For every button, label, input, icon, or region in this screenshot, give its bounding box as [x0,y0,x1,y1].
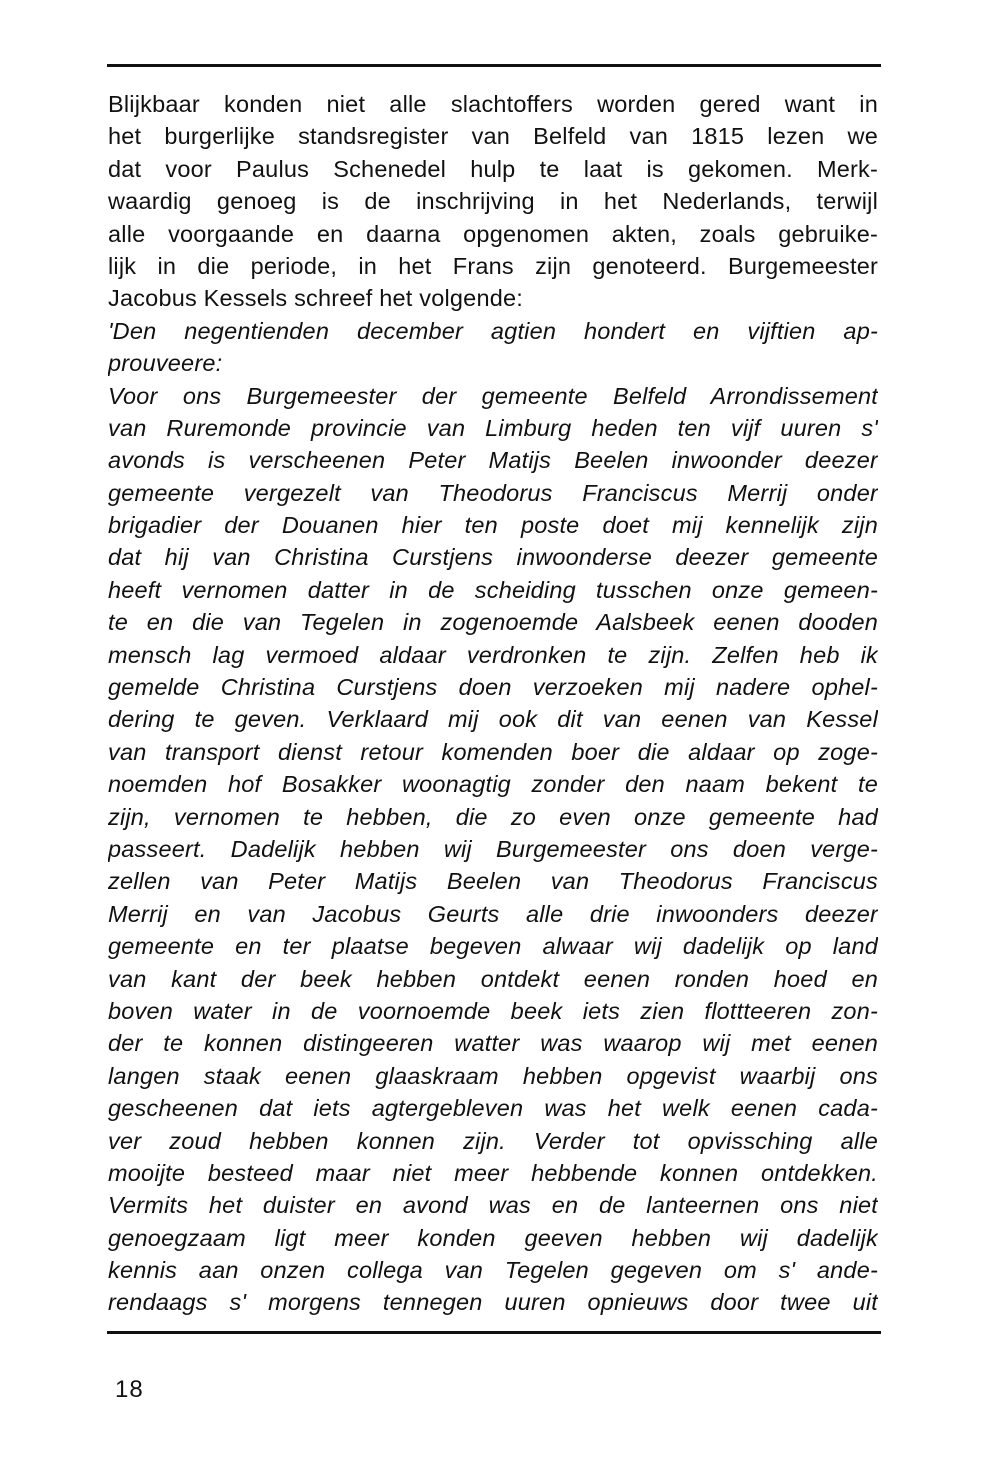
quote-line: langen staak eenen glaaskraam hebben opgevist waarbij ons [108,1062,878,1089]
quote-line: gemelde Christina Curstjens doen verzoeken mij nadere ophel- [108,674,878,701]
quote-line: noemden hof Bosakker woonagtig zonder den naam bekent te [108,771,878,798]
quote-line: Voor ons Burgemeester der gemeente Belfeld Arrondissement [108,382,878,409]
text-line: het burgerlijke standsregister van Belfeld van 1815 lezen we [108,123,878,150]
quote-line: van Ruremonde provincie van Limburg heden ten vijf uuren s' [108,414,878,441]
text-line: lijk in die periode, in het Frans zijn genoteerd. Burgemeester [108,252,878,279]
quote-line: Vermits het duister en avond was en de lanteernen ons niet [108,1192,878,1219]
body-text [108,88,878,1351]
text-line: Blijkbaar konden niet alle slachtoffers worden gered want in [108,91,878,117]
text-line: Jacobus Kessels schreef het volgende: [108,285,523,312]
quote-line [108,1319,878,1351]
quote-line: mooijte besteed maar niet meer hebbende konnen ontdekken. [108,1159,878,1186]
quote-line: te en die van Tegelen in zogenoemde Aalsbeek eenen dooden [108,609,878,636]
quote-line: van transport dienst retour komenden boer die aldaar op zoge- [108,738,878,765]
quote-line: 'Den negentienden december agtien hondert en vijftien ap- [108,317,878,344]
quote-line: van kant der beek hebben ontdekt eenen ronden hoed en [108,965,878,992]
page-number: 18 [115,1376,144,1403]
quote-line: dat hij van Christina Curstjens inwoonderse deezer gemeente [108,544,878,571]
text-line: dat voor Paulus Schenedel hulp te laat is gekomen. Merk- [108,155,878,182]
quote-line: mensch lag vermoed aldaar verdronken te zijn. Zelfen heb ik [108,641,878,668]
quote-line: gescheenen dat iets agtergebleven was het welk eenen cada- [108,1095,878,1122]
quote-line: brigadier der Douanen hier ten poste doet mij kennelijk zijn [108,512,878,539]
bottom-rule [107,1331,881,1334]
quote-line: der te konnen distingeeren watter was waarop wij met eenen [108,1030,878,1057]
quote-line: zijn, vernomen te hebben, die zo even onze gemeente had [108,803,878,830]
text-line: waardig genoeg is de inschrijving in het Nederlands, terwijl [108,188,878,215]
quote-line: avonds is verscheenen Peter Matijs Beelen inwoonder deezer [108,447,878,474]
text-line: alle voorgaande en daarna opgenomen akten, zoals gebruike- [108,220,878,247]
quote-line: Merrij en van Jacobus Geurts alle drie inwoonders deezer [108,900,878,927]
quote-line: rendaags s' morgens tennegen uuren opnieuws door twee uit [108,1289,878,1316]
quote-line: kennis aan onzen collega van Tegelen gegeven om s' ande- [108,1257,878,1284]
top-rule [107,64,881,67]
quote-line: gemeente vergezelt van Theodorus Franciscus Merrij onder [108,479,878,506]
quote-line: boven water in de voornoemde beek iets zien flottteeren zon- [108,997,878,1024]
quote-line: ver zoud hebben konnen zijn. Verder tot opvissching alle [108,1127,878,1154]
quote-line: gemeente en ter plaatse begeven alwaar wij dadelijk op land [108,933,878,960]
quote-line: genoegzaam ligt meer konden geeven hebben wij dadelijk [108,1224,878,1251]
quote-line: prouveere: [108,350,223,377]
quote-line: passeert. Dadelijk hebben wij Burgemeester ons doen verge- [108,835,878,862]
quote-line: zellen van Peter Matijs Beelen van Theodorus Franciscus [108,868,878,895]
quote-line: dering te geven. Verklaard mij ook dit van eenen van Kessel [108,706,878,733]
quote-line: heeft vernomen datter in de scheiding tusschen onze gemeen- [108,576,878,603]
